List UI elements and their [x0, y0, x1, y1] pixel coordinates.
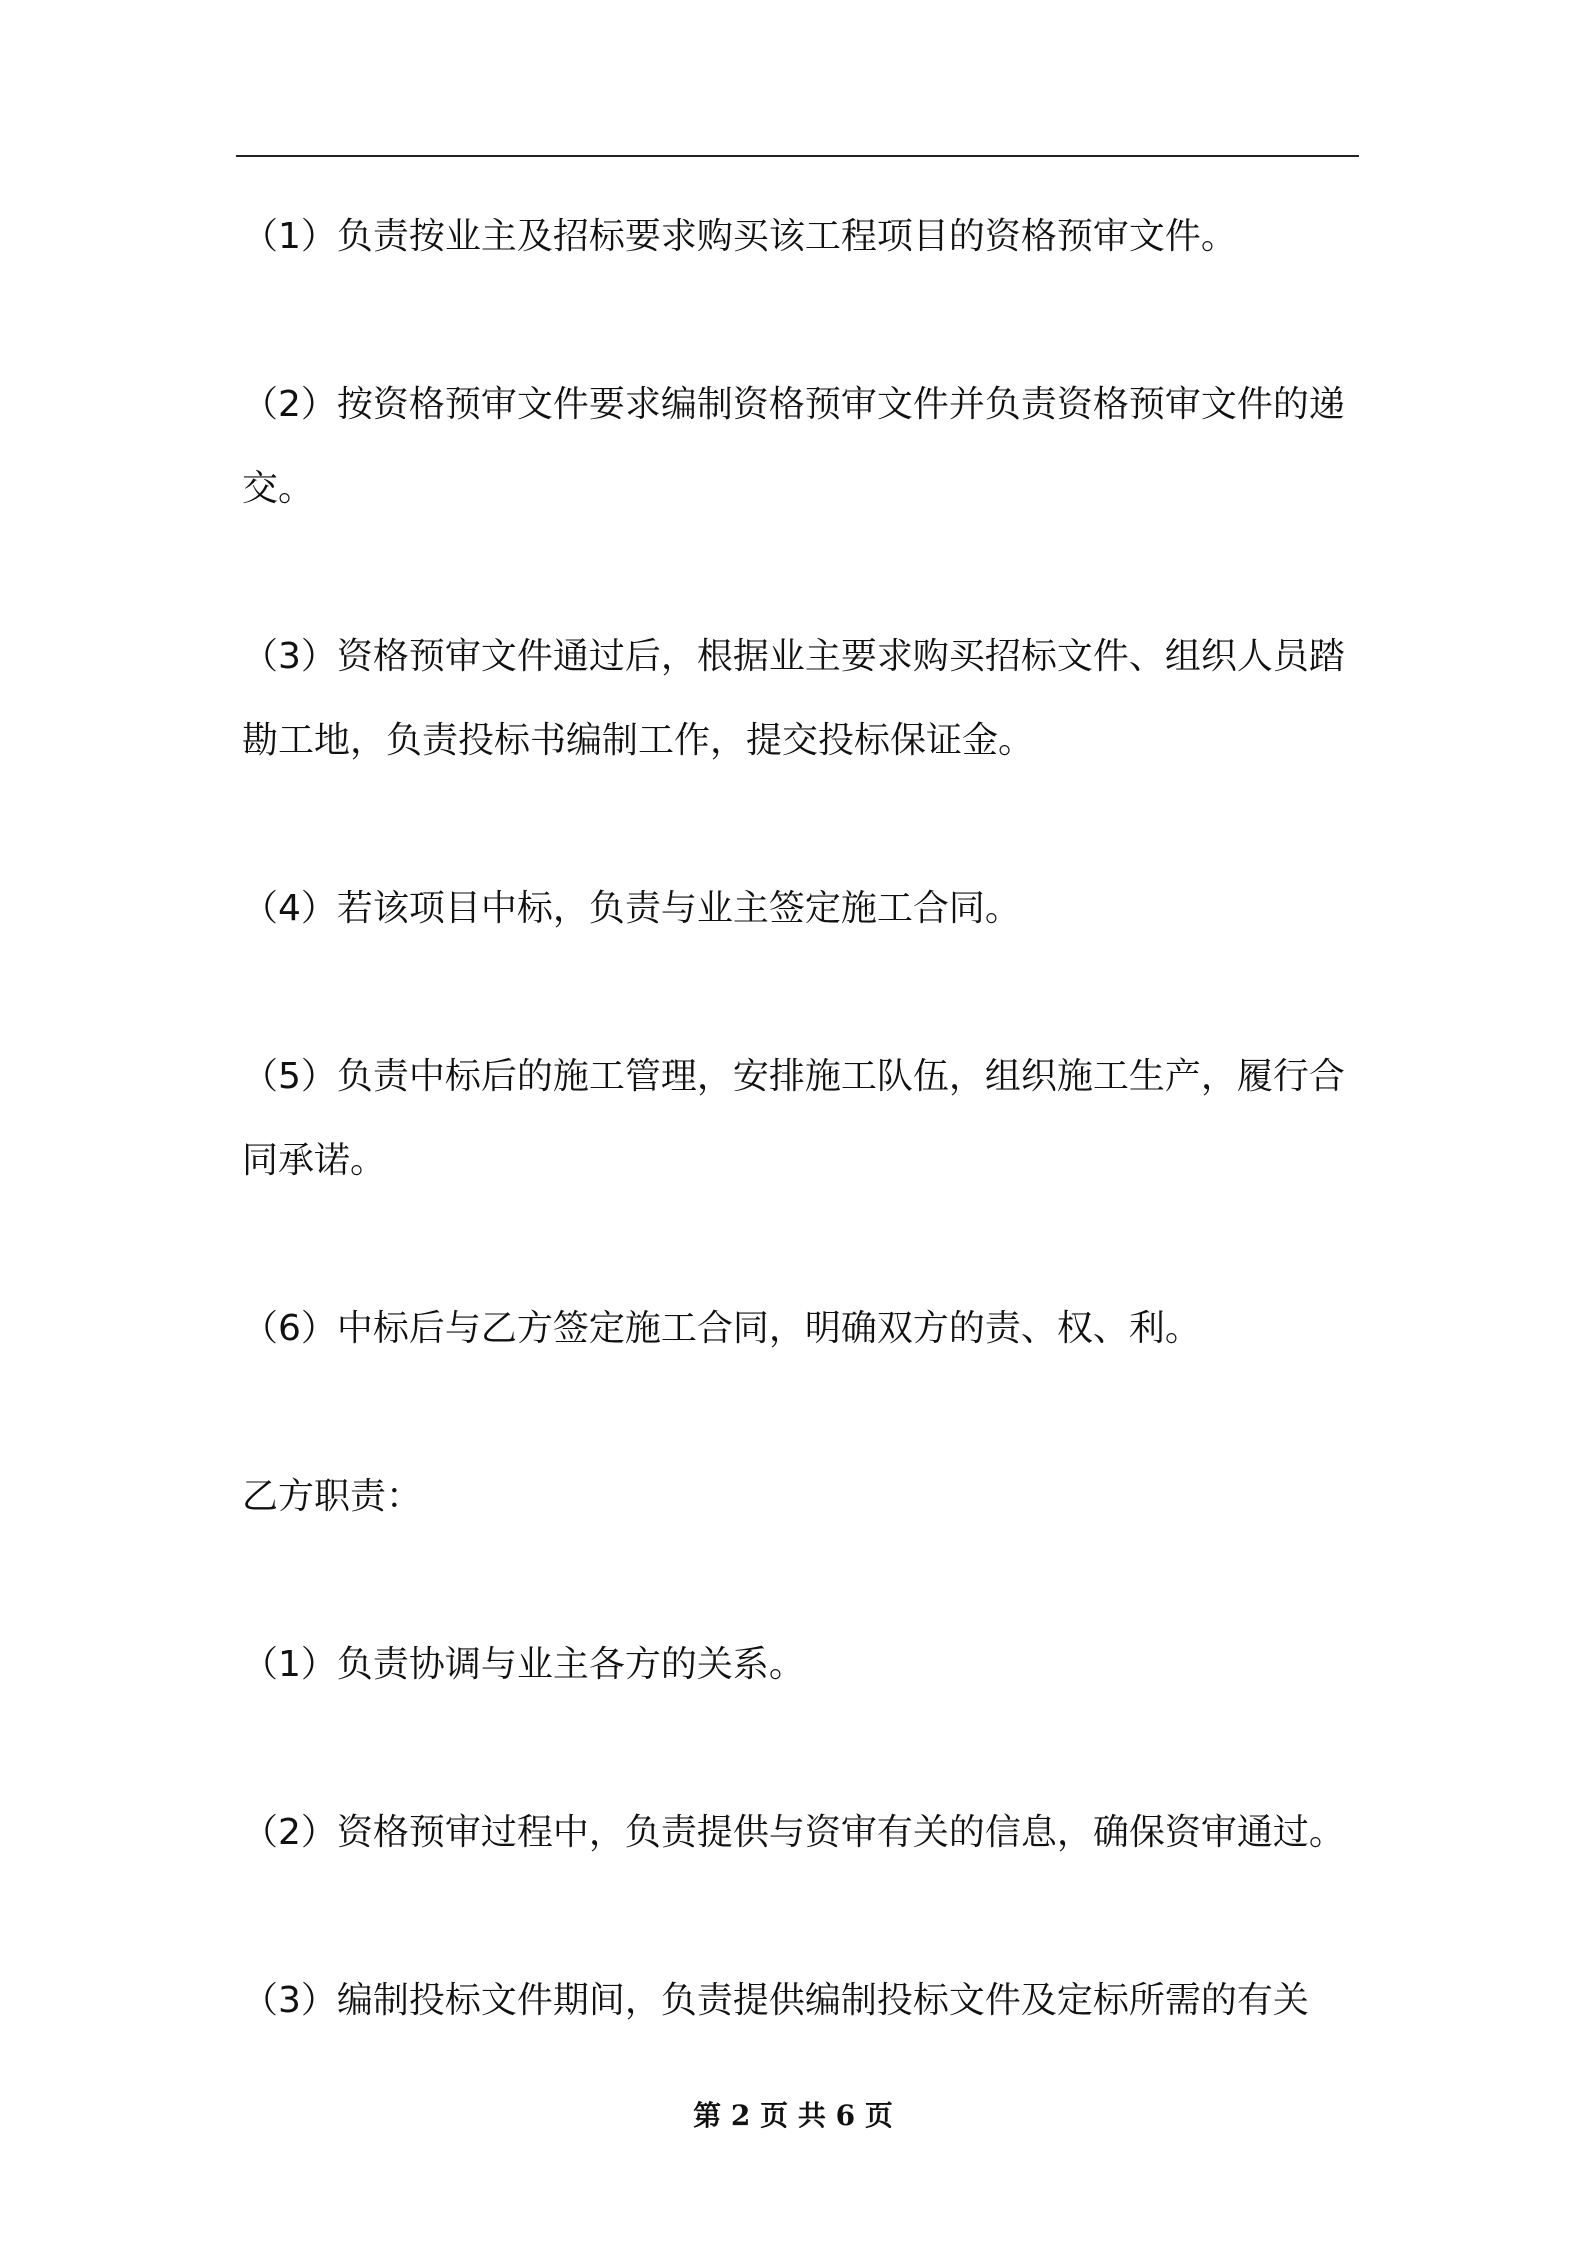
paragraph-1: （1）负责按业主及招标要求购买该工程项目的资格预审文件。: [242, 216, 1237, 257]
section-heading-party-b: 乙方职责：: [242, 1476, 423, 1517]
paragraph-b3: （3）编制投标文件期间，负责提供编制投标文件及定标所需的有关: [242, 1980, 1309, 2021]
paragraph-3: （3）资格预审文件通过后，根据业主要求购买招标文件、组织人员踏勘工地，负责投标书编制工作，提交投标保证金。: [242, 636, 1345, 761]
page-number: 第 2 页 共 6 页: [693, 2099, 893, 2132]
paragraph-6: （6）中标后与乙方签定施工合同，明确双方的责、权、利。: [242, 1308, 1201, 1349]
paragraph-5: （5）负责中标后的施工管理，安排施工队伍，组织施工生产，履行合同承诺。: [242, 1056, 1345, 1181]
header-divider: [236, 155, 1359, 157]
paragraph-2: （2）按资格预审文件要求编制资格预审文件并负责资格预审文件的递交。: [242, 384, 1345, 509]
paragraph-b2: （2）资格预审过程中，负责提供与资审有关的信息，确保资审通过。: [242, 1812, 1345, 1853]
paragraph-4: （4）若该项目中标，负责与业主签定施工合同。: [242, 888, 1021, 929]
document-body: [242, 195, 1372, 2127]
paragraph-b1: （1）负责协调与业主各方的关系。: [242, 1644, 805, 1685]
